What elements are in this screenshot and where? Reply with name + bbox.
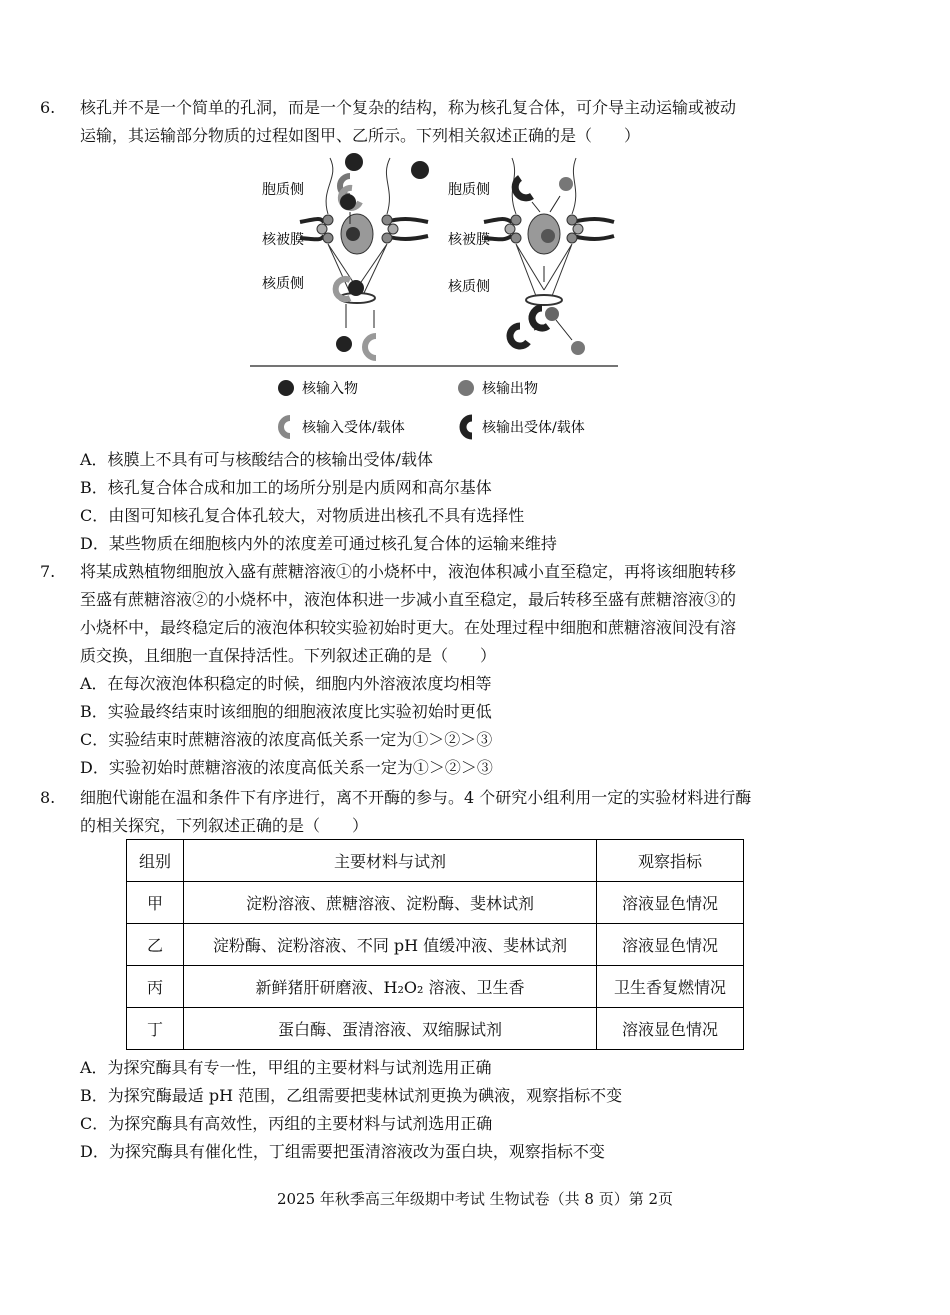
export-receptor-icon [515, 178, 532, 198]
import-receptor-legend-icon [281, 418, 290, 436]
question-8 [40, 784, 840, 840]
export-cargo-legend-icon [458, 380, 474, 396]
option-c[interactable]: C．由图可知核孔复合体孔较大，对物质进出核孔不具有选择性 [80, 506, 525, 525]
import-cargo-legend-icon [278, 380, 294, 396]
table-cell: 淀粉溶液、蔗糖溶液、淀粉酶、斐林试剂 [184, 882, 597, 924]
option-d[interactable]: D．某些物质在细胞核内外的浓度差可通过核孔复合体的运输来维持 [80, 534, 557, 553]
option-b[interactable]: B．实验最终结束时该细胞的细胞液浓度比实验初始时更低 [80, 702, 492, 721]
table-cell: 卫生香复燃情况 [597, 966, 744, 1008]
table-header-cell: 观察指标 [597, 840, 744, 882]
option-b[interactable]: B．为探究酶最适 pH 范围，乙组需要把斐林试剂更换为碘液，观察指标不变 [80, 1086, 623, 1105]
question-7 [40, 558, 840, 670]
export-pore-complex [484, 158, 614, 305]
question-text-line: 的相关探究，下列叙述正确的是（ ） [80, 816, 369, 835]
option-d[interactable]: D．为探究酶具有催化性，丁组需要把蛋清溶液改为蛋白块，观察指标不变 [80, 1142, 605, 1161]
nucleoplasm-side-label: 核质侧 [262, 276, 304, 292]
question-6 [40, 94, 840, 150]
legend-import-receptor: 核输入受体/载体 [302, 420, 405, 436]
import-cargo-icon [411, 161, 429, 179]
nuclear-envelope-label: 核被膜 [448, 232, 490, 248]
legend-export-receptor: 核输出受体/载体 [482, 420, 585, 436]
table-row [127, 924, 744, 966]
option-a[interactable]: A．在每次液泡体积稳定的时候，细胞内外溶液浓度均相等 [80, 674, 492, 693]
table-cell: 溶液显色情况 [597, 882, 744, 924]
option-a[interactable]: A．为探究酶具有专一性，甲组的主要材料与试剂选用正确 [80, 1058, 492, 1077]
table-cell: 溶液显色情况 [597, 924, 744, 966]
question-text-line: 小烧杯中，最终稳定后的液泡体积较实验初始时更大。在处理过程中细胞和蔗糖溶液间没有溶 [80, 618, 737, 637]
import-pore-complex [300, 158, 428, 303]
table-header-row [127, 840, 744, 882]
question-text-line: 细胞代谢能在温和条件下有序进行，离不开酶的参与。4 个研究小组利用一定的实验材料进行酶 [80, 788, 752, 807]
table-row [127, 966, 744, 1008]
experiment-table [126, 839, 744, 1050]
table-cell: 丙 [127, 966, 184, 1008]
question-text-line: 核孔并不是一个简单的孔洞，而是一个复杂的结构，称为核孔复合体，可介导主动运输或被动 [80, 98, 737, 117]
cytoplasm-side-label: 胞质侧 [448, 182, 490, 198]
table-cell: 溶液显色情况 [597, 1008, 744, 1050]
question-number: 6. [40, 98, 56, 117]
option-d[interactable]: D．实验初始时蔗糖溶液的浓度高低关系一定为①＞②＞③ [80, 758, 493, 777]
export-receptor-legend-icon [463, 418, 472, 436]
export-cargo-icon [559, 177, 573, 191]
question-text-line: 质交换，且细胞一直保持活性。下列叙述正确的是（ ） [80, 646, 497, 665]
table-cell: 甲 [127, 882, 184, 924]
nuclear-envelope-label: 核被膜 [262, 232, 304, 248]
table-cell: 淀粉酶、淀粉溶液、不同 pH 值缓冲液、斐林试剂 [184, 924, 597, 966]
question-number: 7. [40, 562, 56, 581]
table-row [127, 882, 744, 924]
table-cell: 乙 [127, 924, 184, 966]
table-header-cell: 主要材料与试剂 [184, 840, 597, 882]
page-footer: 2025 年秋季高三年级期中考试 生物试卷（共 8 页）第 2页 [276, 1190, 674, 1208]
import-cargo-icon [345, 153, 363, 171]
option-c[interactable]: C．实验结束时蔗糖溶液的浓度高低关系一定为①＞②＞③ [80, 730, 493, 749]
option-b[interactable]: B．核孔复合体合成和加工的场所分别是内质网和高尔基体 [80, 478, 492, 497]
question-text-line: 运输，其运输部分物质的过程如图甲、乙所示。下列相关叙述正确的是（ ） [80, 126, 641, 145]
option-c[interactable]: C．为探究酶具有高效性，丙组的主要材料与试剂选用正确 [80, 1114, 493, 1133]
nucleoplasm-side-label: 核质侧 [448, 279, 490, 295]
table-cell: 丁 [127, 1008, 184, 1050]
question-number: 8. [40, 788, 56, 807]
table-cell: 新鲜猪肝研磨液、H₂O₂ 溶液、卫生香 [184, 966, 597, 1008]
option-a[interactable]: A．核膜上不具有可与核酸结合的核输出受体/载体 [80, 450, 433, 469]
question-text-line: 将某成熟植物细胞放入盛有蔗糖溶液①的小烧杯中，液泡体积减小直至稳定，再将该细胞转移 [80, 562, 737, 581]
nuclear-pore-figure [250, 148, 630, 448]
cytoplasm-side-label: 胞质侧 [262, 182, 304, 198]
question-text-line: 至盛有蔗糖溶液②的小烧杯中，液泡体积进一步减小直至稳定，最后转移至盛有蔗糖溶液③的 [80, 590, 737, 609]
table-cell: 蛋白酶、蛋清溶液、双缩脲试剂 [184, 1008, 597, 1050]
table-header-cell: 组别 [127, 840, 184, 882]
legend-export-cargo: 核输出物 [482, 381, 538, 397]
legend-import-cargo: 核输入物 [302, 381, 358, 397]
table-row [127, 1008, 744, 1050]
